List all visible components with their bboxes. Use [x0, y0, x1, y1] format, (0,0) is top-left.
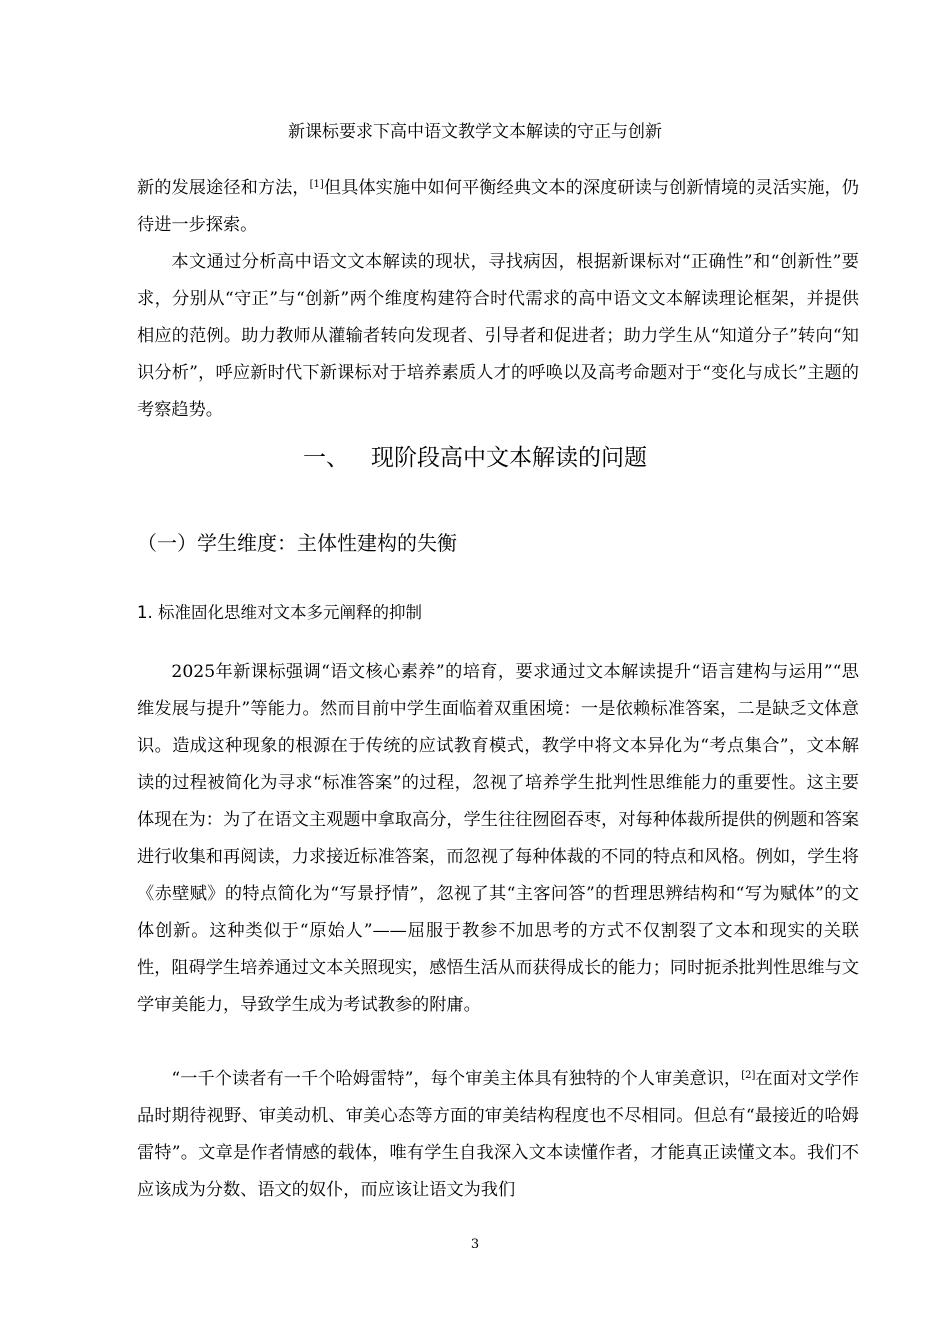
- running-header: 新课标要求下高中语文教学文本解读的守正与创新: [288, 122, 662, 142]
- section-title: 现阶段高中文本解读的问题: [371, 445, 647, 471]
- paragraph-text: 但具体实施中如何平衡经典文本的深度研读与创新情境的灵活实施，仍待进一步探索。: [137, 178, 859, 235]
- citation-2[interactable]: [2]: [741, 1070, 756, 1081]
- subsubsection-heading: 1. 标准固化思维对文本多元阐释的抑制: [137, 603, 422, 622]
- page-number: 3: [470, 1237, 480, 1252]
- paragraph-text: 新的发展途径和方法，: [137, 178, 310, 198]
- section-heading: [0, 440, 950, 476]
- paragraph-body: [137, 1061, 859, 1209]
- subsection-heading: （一）学生维度：主体性建构的失衡: [137, 531, 457, 555]
- section-number: 一、: [303, 445, 349, 471]
- paragraph-text: “一千个读者有一千个哈姆雷特”，每个审美主体具有独特的个人审美意识，: [171, 1069, 742, 1089]
- paragraph-text: 在面对文学作品时期待视野、审美动机、审美心态等方面的审美结构程度也不尽相同。但总有“最接近的哈姆雷特”。文章是作者情感的载体，唯有学生自我深入文本读懂作者，才能真正读懂文本。我们不应该成为分数、语文的奴仆，而应该让语文为我们: [137, 1069, 859, 1200]
- paragraph-continuation: [137, 170, 859, 244]
- paragraph-body: 2025年新课标强调“语文核心素养”的培育，要求通过文本解读提升“语言建构与运用”“思维发展与提升”等能力。然而目前中学生面临着双重困境：一是依赖标准答案，二是缺乏文体意识。造成这种现象的根源在于传统的应试教育模式，教学中将文本异化为“考点集合”，文本解读的过程被简化为寻求“标准答案”的过程，忽视了培养学生批判性思维能力的重要性。这主要体现在为：为了在语文主观题中拿取高分，学生往往囫囵吞枣，对每种体裁所提供的例题和答案进行收集和再阅读，力求接近标准答案，而忽视了每种体裁的不同的特点和风格。例如，学生将《赤壁赋》的特点简化为“写景抒情”，忽视了其“主客问答”的哲理思辨结构和“写为赋体”的文体创新。这种类似于“原始人”——屈服于教参不加思考的方式不仅割裂了文本和现实的关联性，阻碍学生培养通过文本关照现实，感悟生活从而获得成长的能力；同时扼杀批判性思维与文学审美能力，导致学生成为考试教参的附庸。: [137, 662, 859, 1015]
- citation-1[interactable]: [1]: [309, 179, 324, 190]
- paragraph-intro: 本文通过分析高中语文文本解读的现状，寻找病因，根据新课标对“正确性”和“创新性”要求，分别从“守正”与“创新”两个维度构建符合时代需求的高中语文文本解读理论框架，并提供相应的范例。助力教师从灌输者转向发现者、引导者和促进者；助力学生从“知道分子”转向“知识分析”，呼应新时代下新课标对于培养素质人才的呼唤以及高考命题对于“变化与成长”主题的考察趋势。: [137, 252, 859, 420]
